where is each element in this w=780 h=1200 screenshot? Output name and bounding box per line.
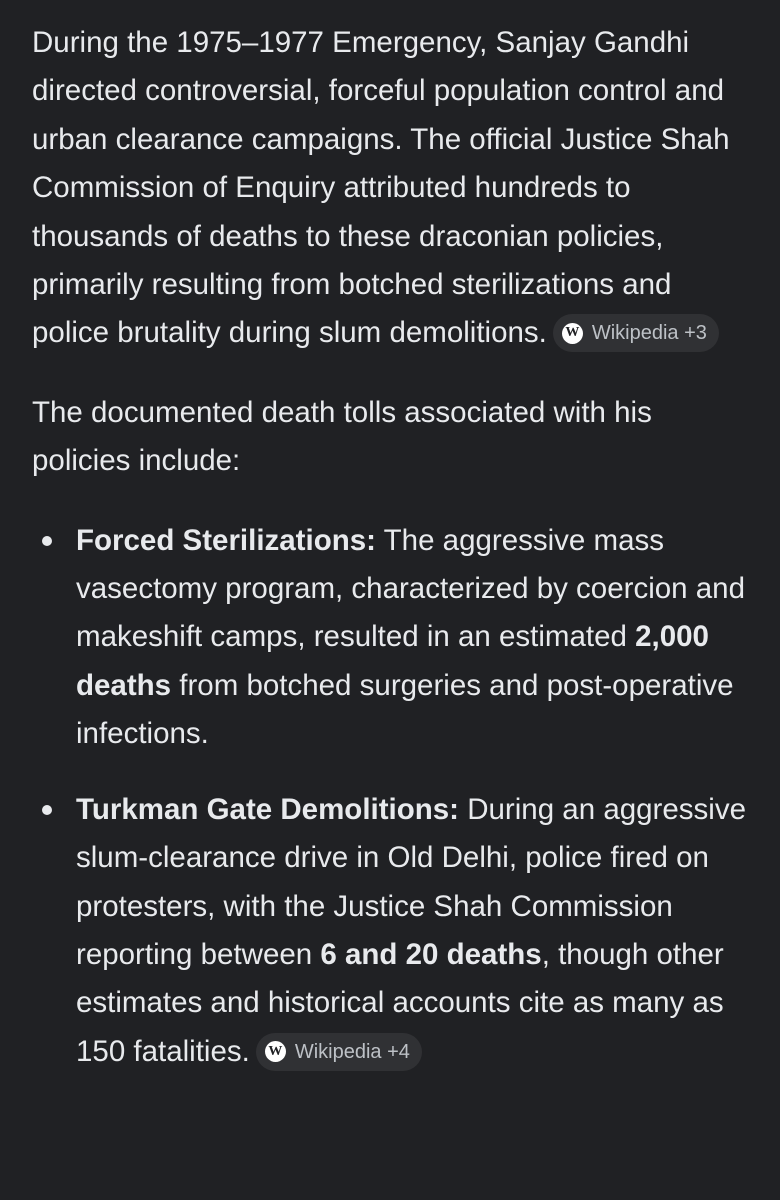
list-item: [32, 786, 750, 1076]
item-text: from botched surgeries and post-operative infections.: [76, 668, 734, 751]
death-toll-list: [32, 517, 750, 1076]
summary-paragraph: The documented death tolls associated with his policies include:: [32, 395, 652, 478]
wikipedia-icon: W: [265, 1041, 286, 1062]
source-chip[interactable]: [553, 314, 719, 352]
source-chip[interactable]: [256, 1033, 422, 1071]
bullet-dot: [42, 805, 52, 815]
item-text: , though other estimates and historical accounts cite as many as 150 fatalities.: [76, 937, 724, 1068]
intro-paragraph: [32, 19, 750, 358]
bullet-dot: [42, 536, 52, 546]
source-chip-label: Wikipedia +3: [591, 322, 707, 345]
list-item: [32, 517, 750, 759]
item-text: During an aggressive slum-clearance drive in Old Delhi, police fired on protesters, with the Justice Shah Commission reporting between: [76, 792, 746, 971]
intro-text: During the 1975–1977 Emergency, Sanjay Gandhi directed controversial, forceful population control and urban clearance campaigns. The official Justice Shah Commission of Enquiry attributed hundreds to thousands of deaths to these draconian policies, primarily resulting from botched sterilizations and police brutality during slum demolitions.: [32, 26, 730, 350]
item-heading: Forced Sterilizations:: [76, 523, 376, 557]
wikipedia-icon: W: [562, 323, 583, 344]
item-highlight: 6 and 20 deaths: [320, 937, 542, 971]
item-heading: Turkman Gate Demolitions:: [76, 792, 460, 826]
item-text: The aggressive mass vasectomy program, characterized by coercion and makeshift camps, resulted in an estimated: [76, 523, 745, 654]
source-chip-label: Wikipedia +4: [294, 1040, 410, 1063]
item-highlight: 2,000 deaths: [76, 620, 709, 702]
